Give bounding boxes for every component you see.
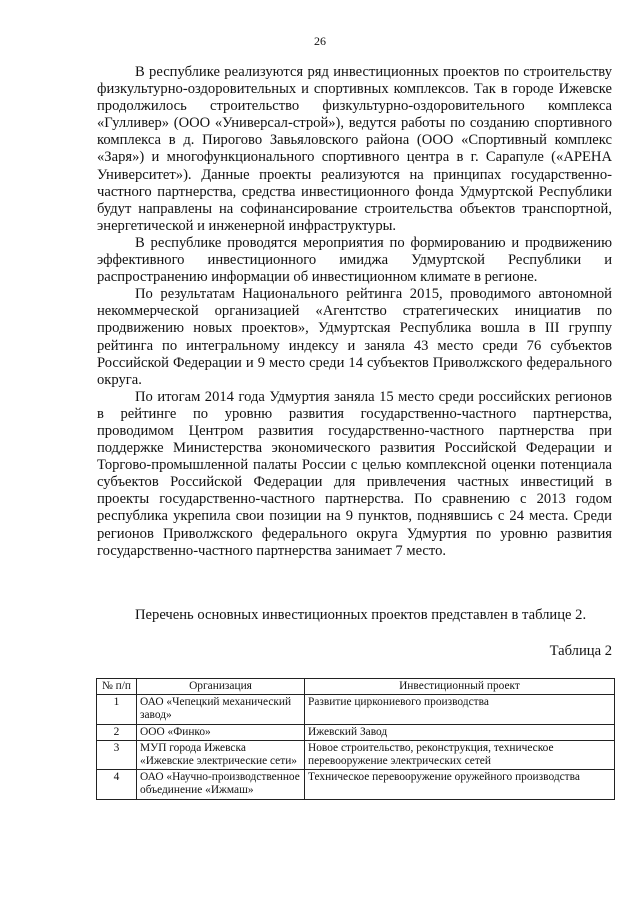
row-num: 3 bbox=[97, 740, 137, 769]
table-row bbox=[97, 724, 615, 740]
table-caption: Таблица 2 bbox=[549, 643, 612, 659]
table-intro: Перечень основных инвестиционных проектов представлен в таблице 2. bbox=[135, 607, 587, 623]
table-row bbox=[97, 770, 615, 799]
paragraph-ppp-rating: По итогам 2014 года Удмуртия заняла 15 место среди российских регионов в рейтинге по уровню развития государственно-частного партнерства, проводимом Центром развития государственно-частного партнерства при поддержке Министерства экономического развития Российской Федерации и Торгово-промышленной палаты России с целью комплексной оценки потенциала субъектов Российской Федерации для привлечения частных инвестиций в проекты государственно-частного партнерства. По сравнению с 2013 годом республика укрепила свои позиции на 9 пунктов, поднявшись с 24 места. Среди регионов Приволжского федерального округа Удмуртия по уровню развития государственно-частного партнерства занимает 7 место. bbox=[97, 388, 612, 559]
table-row bbox=[97, 695, 615, 724]
row-project: Новое строительство, реконструкция, техническое перевооружение электрических сетей bbox=[305, 740, 615, 769]
table-row bbox=[97, 740, 615, 769]
page-number: 26 bbox=[314, 34, 326, 48]
investment-projects-table bbox=[96, 678, 615, 800]
paragraph-sports-projects: В республике реализуются ряд инвестиционных проектов по строительству физкультурно-оздоровительных и спортивных комплексов. Так в городе Ижевске продолжилось строительство физкультурно-оздоровительного комплекса «Гулливер» (ООО «Универсал-строй»), ведутся работы по созданию спортивного комплекса в д. Пирогово Завьяловского района (ООО «Спортивный комплекс «Заря») и многофункционального спортивного центра в г. Сарапуле («АРЕНА Университет»). Данные проекты реализуются на принципах государственно-частного партнерства, средства инвестиционного фонда Удмуртской Республики будут направлены на софинансирование строительства объектов транспортной, энергетической и инженерной инфраструктуры. bbox=[97, 64, 612, 234]
body-text bbox=[97, 64, 612, 560]
row-num: 2 bbox=[97, 724, 137, 740]
row-organization: МУП города Ижевска «Ижевские электрические сети» bbox=[137, 740, 305, 769]
table-header-row bbox=[97, 679, 615, 695]
row-project: Техническое перевооружение оружейного производства bbox=[305, 770, 615, 799]
row-organization: ООО «Финко» bbox=[137, 724, 305, 740]
paragraph-national-rating: По результатам Национального рейтинга 2015, проводимого автономной некоммерческой организацией «Агентство стратегических инициатив по продвижению новых проектов», Удмуртская Республика вошла в III группу рейтинга по интегральному индексу и заняла 43 место среди 76 субъектов Российской Федерации и 9 место среди 14 субъектов Приволжского федерального округа. bbox=[97, 286, 612, 388]
paragraph-investment-image: В республике проводятся мероприятия по формированию и продвижению эффективного инвестиционного имиджа Удмуртской Республики и распространению информации об инвестиционном климате в регионе. bbox=[97, 234, 612, 286]
header-project: Инвестиционный проект bbox=[305, 679, 615, 695]
row-project: Ижевский Завод bbox=[305, 724, 615, 740]
header-num: № п/п bbox=[97, 679, 137, 695]
row-num: 1 bbox=[97, 695, 137, 724]
row-organization: ОАО «Научно-производственное объединение «Ижмаш» bbox=[137, 770, 305, 799]
row-num: 4 bbox=[97, 770, 137, 799]
row-organization: ОАО «Чепецкий механический завод» bbox=[137, 695, 305, 724]
header-organization: Организация bbox=[137, 679, 305, 695]
row-project: Развитие циркониевого производства bbox=[305, 695, 615, 724]
